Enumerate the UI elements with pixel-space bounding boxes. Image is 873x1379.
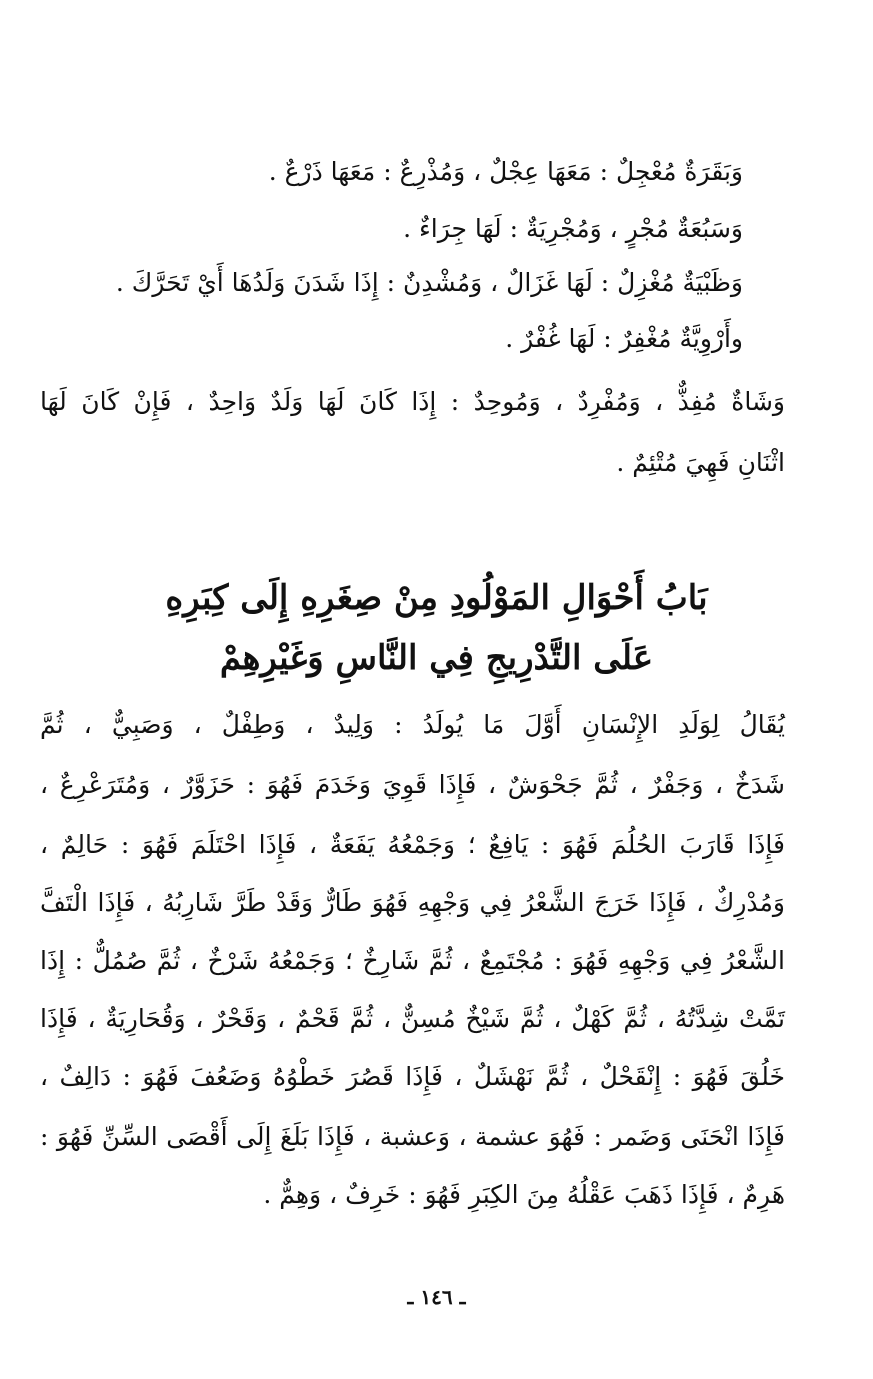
chapter-heading-line-2: عَلَى التَّدْرِيجِ فِي النَّاسِ وَغَيْرِهِمْ	[219, 638, 654, 678]
paragraph-line: وَمُدْرِكٌ ، فَإِذَا خَرَجَ الشَّعْرُ فِي وَجْهِهِ فَهُوَ طَارٌّ وَقَدْ طَرَّ شَارِبُهُ ، فَإِذَا الْتَفَّ	[40, 888, 785, 917]
text-line: وَسَبُعَةٌ مُجْرٍ ، وَمُجْرِيَةٌ : لَهَا جِرَاءٌ .	[403, 214, 743, 243]
page-number: ـ ١٤٦ ـ	[407, 1285, 466, 1309]
text-line: وأَرْوِيَّةٌ مُغْفِرٌ : لَهَا غُفْرٌ .	[505, 324, 743, 353]
paragraph-line: تَمَّتْ شِدَّتُهُ ، ثُمَّ كَهْلٌ ، ثُمَّ شَيْخٌ مُسِنٌّ ، ثُمَّ قَحْمٌ ، وَقَحْرٌ ، وَقُحَارِيَةٌ ، فَإِذَا	[40, 1004, 785, 1033]
paragraph-line: هَرِمٌ ، فَإِذَا ذَهَبَ عَقْلُهُ مِنَ الكِبَرِ فَهُوَ : خَرِفٌ ، وَهِمٌّ .	[263, 1180, 785, 1209]
paragraph-line: فَإِذَا قَارَبَ الحُلُمَ فَهُوَ : يَافِعٌ ؛ وَجَمْعُهُ يَفَعَةٌ ، فَإِذَا احْتَلَمَ فَهُوَ : حَالِمٌ ،	[40, 830, 785, 859]
text-line: وَظَبْيَةٌ مُغْزِلٌ : لَهَا غَزَالٌ ، وَمُشْدِنٌ : إِذَا شَدَنَ وَلَدُهَا أَيْ تَحَرَّكَ .	[115, 268, 743, 297]
text-line: اثْنَانِ فَهِيَ مُتْئِمٌ .	[616, 448, 785, 477]
chapter-heading-line-1: بَابُ أَحْوَالِ المَوْلُودِ مِنْ صِغَرِهِ إِلَى كِبَرِهِ	[165, 578, 708, 618]
paragraph-line: فَإِذَا انْحَنَى وَضَمر : فَهُوَ عشمة ، وَعشبة ، فَإِذَا بَلَغَ إِلَى أَقْصَى السِّنِّ فَهُوَ :	[40, 1122, 785, 1151]
paragraph-line: الشَّعْرُ فِي وَجْهِهِ فَهُوَ : مُجْتَمِعٌ ، ثُمَّ شَارِخٌ ؛ وَجَمْعُهُ شَرْخٌ ، ثُمَّ صُمُلٌّ : إِذَا	[40, 946, 785, 975]
text-line: وَشَاةٌ مُفِذٌّ ، وَمُفْرِدٌ ، وَمُوحِدٌ : إِذَا كَانَ لَهَا وَلَدٌ وَاحِدٌ ، فَإِنْ كَانَ لَهَا	[40, 387, 785, 416]
paragraph-line: شَدَخٌ ، وَجَفْرٌ ، ثُمَّ جَحْوَشٌ ، فَإِذَا قَوِيَ وَخَدَمَ فَهُوَ : حَزَوَّرٌ ، وَمُتَرَعْرِعٌ ،	[40, 770, 785, 799]
paragraph-line: يُقَالُ لِوَلَدِ الإِنْسَانِ أَوَّلَ مَا يُولَدُ : وَلِيدٌ ، وَطِفْلٌ ، وَصَبِيٌّ ، ثُمَّ	[40, 710, 785, 739]
paragraph-line: خَلُقَ فَهُوَ : إِنْقَحْلٌ ، ثُمَّ نَهْشَلٌ ، فَإِذَا قَصُرَ خَطْوُهُ وَضَعُفَ فَهُوَ : دَالِفٌ ،	[40, 1062, 785, 1091]
text-line: وَبَقَرَةٌ مُعْجِلٌ : مَعَهَا عِجْلٌ ، وَمُذْرِعٌ : مَعَهَا ذَرْعٌ .	[268, 157, 743, 186]
